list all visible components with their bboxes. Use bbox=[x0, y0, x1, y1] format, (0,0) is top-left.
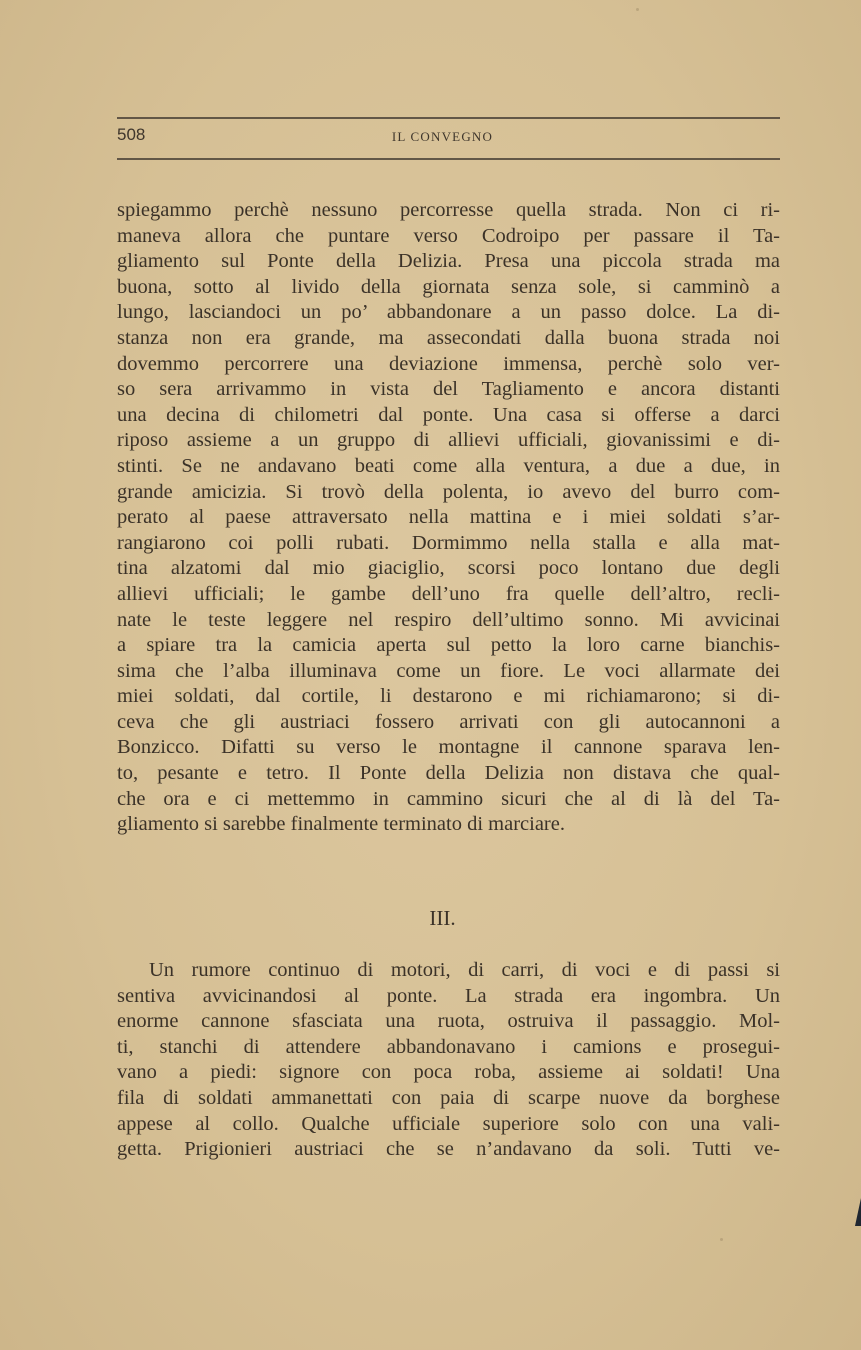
text-line: a spiare tra la camicia aperta sul petto la loro carne bianchis- bbox=[117, 634, 780, 657]
text-line: vano a piedi: signore con poca roba, assieme ai soldati! Una bbox=[117, 1061, 780, 1084]
running-title: IL CONVEGNO bbox=[391, 129, 494, 144]
text-line: fila di soldati ammanettati con paia di scarpe nuove da borghese bbox=[117, 1086, 780, 1109]
text-line: lungo, lasciandoci un po’ abbandonare a un passo dolce. La di- bbox=[117, 301, 780, 324]
paragraph-continued bbox=[117, 198, 780, 838]
text-line: so sera arrivammo in vista del Tagliamento e ancora distanti bbox=[117, 378, 780, 401]
paragraph-section-iii bbox=[117, 958, 780, 1163]
text-line: enorme cannone sfasciata una ruota, ostruiva il passaggio. Mol- bbox=[117, 1010, 780, 1033]
text-line: spiegammo perchè nessuno percorresse quella strada. Non ci ri- bbox=[117, 199, 780, 221]
text-line: Un rumore continuo di motori, di carri, di voci e di passi si bbox=[149, 959, 780, 981]
text-line: grande amicizia. Si trovò della polenta, io avevo del burro com- bbox=[117, 480, 780, 503]
text-line: allievi ufficiali; le gambe dell’uno fra quelle dell’altro, recli- bbox=[117, 582, 780, 605]
header-rule-top bbox=[117, 117, 780, 119]
text-line: getta. Prigionieri austriaci che se n’andavano da soli. Tutti ve- bbox=[117, 1138, 780, 1161]
text-line: sentiva avvicinandosi al ponte. La strada era ingombra. Un bbox=[117, 984, 780, 1007]
text-line: riposo assieme a un gruppo di allievi ufficiali, giovanissimi e di- bbox=[117, 429, 780, 452]
text-line: ti, stanchi di attendere abbandonavano i camions e prosegui- bbox=[117, 1035, 780, 1058]
text-line: miei soldati, dal cortile, li destarono e mi richiamarono; si di- bbox=[117, 685, 780, 708]
text-line: appese al collo. Qualche ufficiale superiore solo con una vali- bbox=[117, 1112, 780, 1135]
page-edge-mark bbox=[855, 1198, 861, 1226]
paper-speck bbox=[636, 8, 639, 11]
text-line: ceva che gli austriaci fossero arrivati con gli autocannoni a bbox=[117, 710, 780, 733]
text-line: gliamento si sarebbe finalmente terminato di marciare. bbox=[117, 813, 565, 836]
text-line: perato al paese attraversato nella mattina e i miei soldati s’ar- bbox=[117, 506, 780, 529]
text-line: Bonzicco. Difatti su verso le montagne il cannone sparava len- bbox=[117, 736, 780, 759]
text-line: gliamento sul Ponte della Delizia. Presa una piccola strada ma bbox=[117, 250, 780, 273]
section-heading: III. bbox=[429, 906, 456, 930]
text-line: to, pesante e tetro. Il Ponte della Delizia non distava che qual- bbox=[117, 762, 780, 785]
text-line: stanza non era grande, ma assecondati dalla buona strada noi bbox=[117, 326, 780, 349]
text-line: nate le teste leggere nel respiro dell’ultimo sonno. Mi avvicinai bbox=[117, 608, 780, 631]
text-line: una decina di chilometri dal ponte. Una casa si offerse a darci bbox=[117, 403, 780, 426]
text-line: tina alzatomi dal mio giaciglio, scorsi poco lontano due degli bbox=[117, 557, 780, 580]
text-line: che ora e ci mettemmo in cammino sicuri che al di là del Ta- bbox=[117, 787, 780, 810]
header-rule-bottom bbox=[117, 158, 780, 160]
text-line: rangiarono coi polli rubati. Dormimmo nella stalla e alla mat- bbox=[117, 531, 780, 554]
paper-speck bbox=[720, 1238, 723, 1241]
text-line: sima che l’alba illuminava come un fiore. Le voci allarmate dei bbox=[117, 659, 780, 682]
text-line: stinti. Se ne andavano beati come alla ventura, a due a due, in bbox=[117, 454, 780, 477]
text-line: buona, sotto al livido della giornata senza sole, si camminò a bbox=[117, 275, 780, 298]
text-line: maneva allora che puntare verso Codroipo per passare il Ta- bbox=[117, 224, 780, 247]
text-line: dovemmo percorrere una deviazione immensa, perchè solo ver- bbox=[117, 352, 780, 375]
page-number: 508 bbox=[117, 125, 146, 144]
